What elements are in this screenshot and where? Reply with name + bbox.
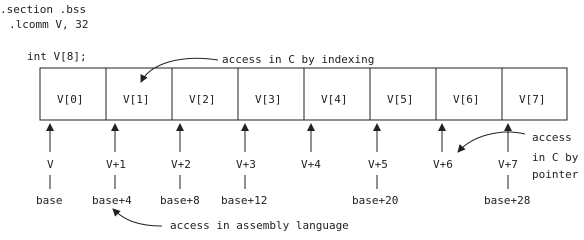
cell-label-1: V[1] bbox=[123, 93, 150, 106]
pointer-label-2: V+2 bbox=[171, 158, 191, 171]
cell-label-5: V[5] bbox=[387, 93, 414, 106]
code-declaration: int V[8]; bbox=[27, 50, 87, 63]
pointer-annotation-line3: pointer bbox=[532, 168, 579, 181]
pointer-label-5: V+5 bbox=[368, 158, 388, 171]
cell-label-6: V[6] bbox=[453, 93, 480, 106]
cell-label-2: V[2] bbox=[189, 93, 216, 106]
cell-label-0: V[0] bbox=[57, 93, 84, 106]
pointer-label-4: V+4 bbox=[301, 158, 321, 171]
offset-label-3: base+12 bbox=[221, 194, 268, 207]
pointer-annotation-arrow bbox=[458, 132, 525, 152]
offset-label-2: base+8 bbox=[160, 194, 200, 207]
offset-label-0: base bbox=[36, 194, 63, 207]
indexing-annotation: access in C by indexing bbox=[222, 53, 375, 66]
offset-label-1: base+4 bbox=[92, 194, 132, 207]
pointer-annotation-line1: access bbox=[532, 131, 572, 144]
offset-label-5: base+20 bbox=[352, 194, 399, 207]
offset-label-7: base+28 bbox=[484, 194, 531, 207]
assembly-annotation-arrow bbox=[113, 209, 162, 226]
cell-label-7: V[7] bbox=[519, 93, 546, 106]
pointer-label-1: V+1 bbox=[106, 158, 126, 171]
pointer-label-3: V+3 bbox=[236, 158, 256, 171]
cell-label-4: V[4] bbox=[321, 93, 348, 106]
pointer-label-7: V+7 bbox=[498, 158, 518, 171]
pointer-annotation-line2: in C by bbox=[532, 151, 579, 164]
assembly-annotation: access in assembly language bbox=[170, 219, 349, 231]
pointer-label-0: V bbox=[47, 158, 54, 171]
code-lcomm-line: .lcomm V, 32 bbox=[9, 18, 89, 31]
pointer-label-6: V+6 bbox=[433, 158, 453, 171]
array-cells bbox=[40, 68, 567, 120]
offset-connectors bbox=[50, 175, 508, 189]
cell-label-3: V[3] bbox=[255, 93, 282, 106]
pointer-arrows bbox=[50, 124, 508, 152]
code-section-line: .section .bss bbox=[0, 3, 87, 16]
